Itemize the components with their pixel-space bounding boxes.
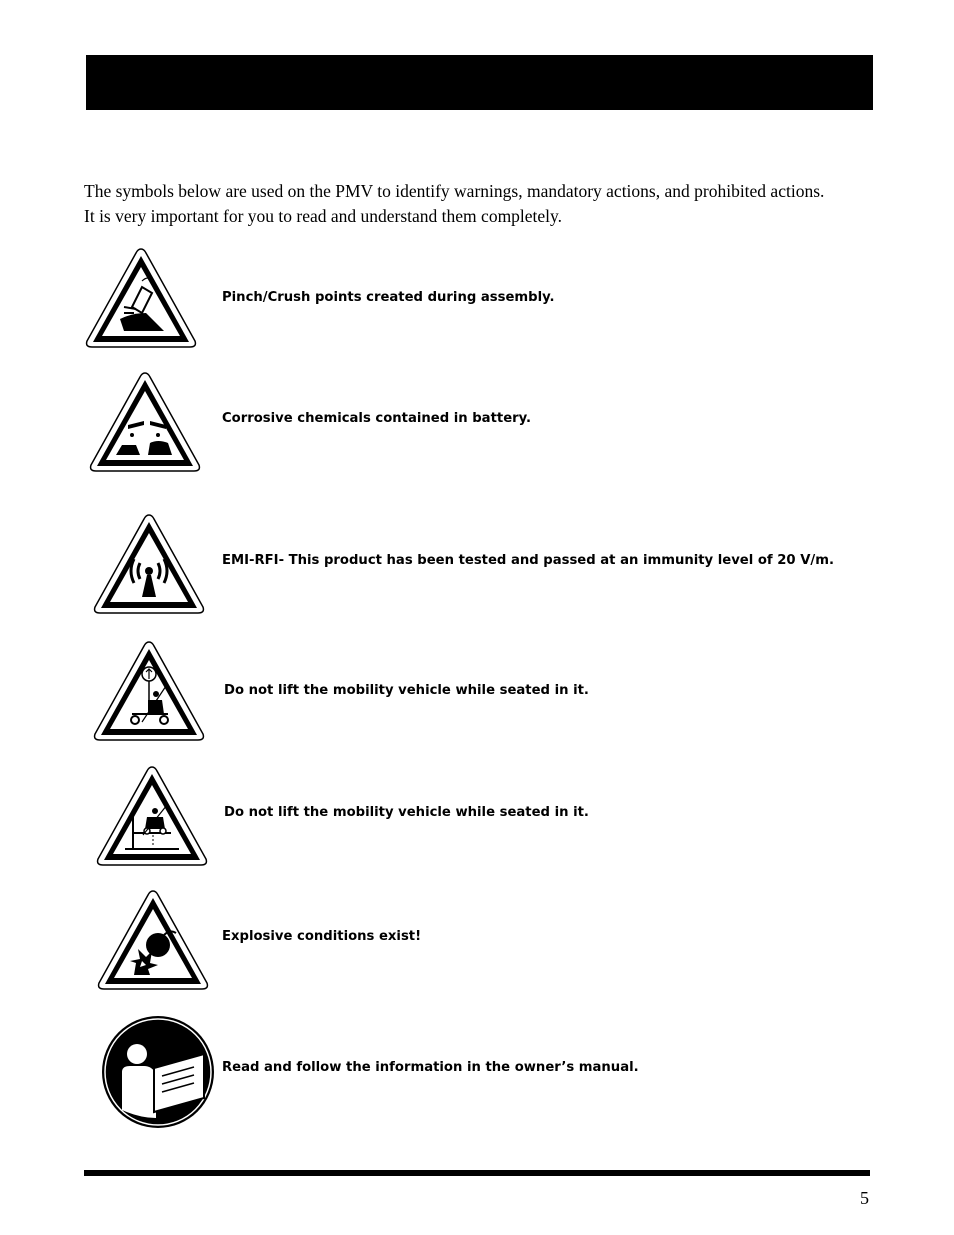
symbol-label: EMI-RFI- This product has been tested and passed at an immunity level of 20 V/m.: [222, 553, 834, 568]
no-lift-seated-platform-warning-icon: [95, 765, 209, 868]
header-bar: [86, 55, 873, 110]
explosion-warning-icon: [96, 889, 210, 992]
symbol-label: Explosive conditions exist!: [222, 929, 422, 944]
footer-rule: [84, 1170, 870, 1176]
symbol-label: Pinch/Crush points created during assembly.: [222, 290, 555, 305]
symbol-label: Do not lift the mobility vehicle while seated in it.: [224, 805, 589, 820]
pinch-crush-warning-icon: [84, 247, 198, 350]
intro-line-2: It is very important for you to read and understand them completely.: [84, 206, 563, 226]
corrosive-chemicals-warning-icon: [88, 371, 202, 474]
symbol-label: Corrosive chemicals contained in battery.: [222, 411, 532, 426]
symbol-label: Do not lift the mobility vehicle while seated in it.: [224, 683, 589, 698]
no-lift-seated-warning-icon: [92, 640, 206, 743]
read-manual-icon: [100, 1014, 216, 1130]
page-number: 5: [860, 1188, 869, 1208]
intro-paragraph: [84, 179, 884, 229]
emi-rfi-warning-icon: [92, 513, 206, 616]
intro-line-1: The symbols below are used on the PMV to identify warnings, mandatory actions, and prohibited actions.: [84, 181, 825, 201]
symbol-label: Read and follow the information in the owner’s manual.: [222, 1060, 639, 1075]
